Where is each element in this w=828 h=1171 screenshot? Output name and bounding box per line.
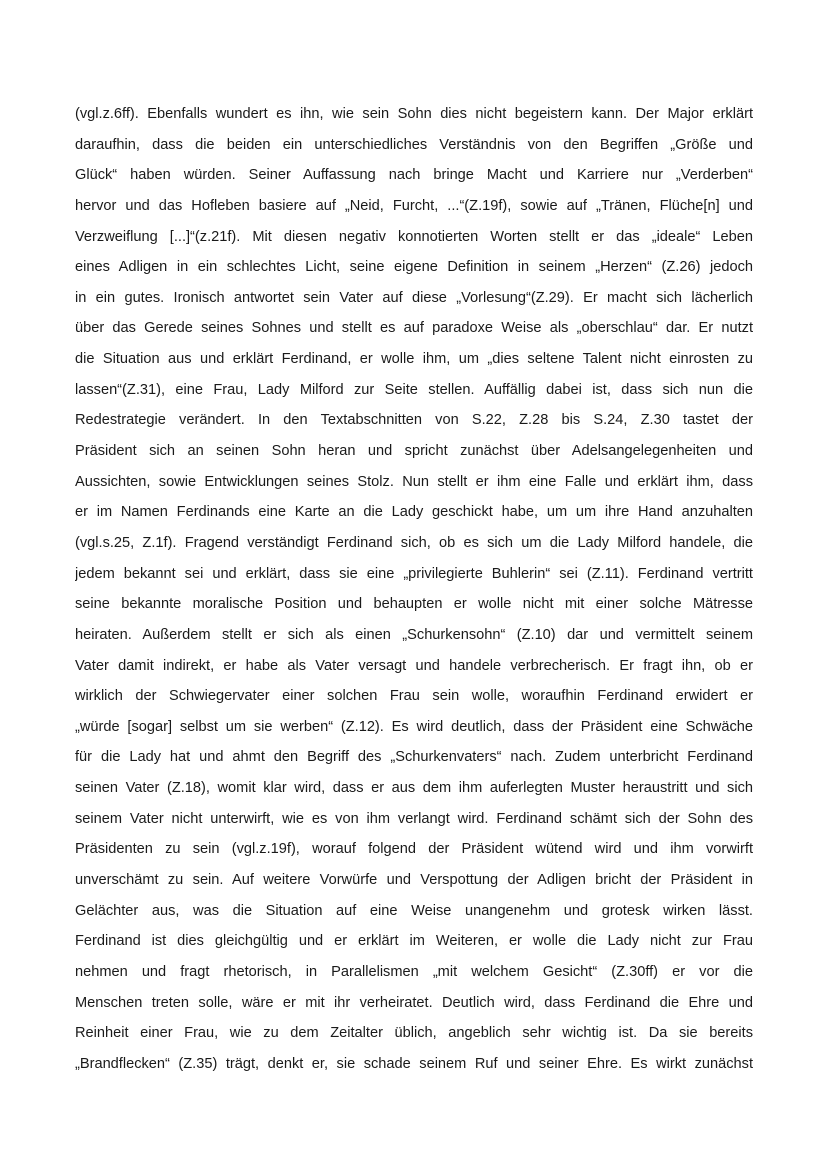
text-line: seinen Vater (Z.18), womit klar wird, dass er aus dem ihm auferlegten Muster heraustritt und sich bbox=[75, 780, 753, 797]
text-line: in ein gutes. Ironisch antwortet sein Vater auf diese „Vorlesung“(Z.29). Er macht sich lächerlich bbox=[75, 289, 753, 306]
text-line: lassen“(Z.31), eine Frau, Lady Milford zur Seite stellen. Auffällig dabei ist, dass sich nun die bbox=[75, 381, 753, 398]
text-line: seine bekannte moralische Position und behaupten er wolle nicht mit einer solche Mätresse bbox=[75, 596, 753, 613]
text-line: (vgl.s.25, Z.1f). Fragend verständigt Ferdinand sich, ob es sich um die Lady Milford handele, die bbox=[75, 534, 753, 551]
text-line: Glück“ haben würden. Seiner Auffassung nach bringe Macht und Karriere nur „Verderben“ bbox=[75, 167, 753, 184]
text-line: nehmen und fragt rhetorisch, in Parallelismen „mit welchem Gesicht“ (Z.30ff) er vor die bbox=[75, 963, 753, 980]
text-line: daraufhin, dass die beiden ein unterschiedliches Verständnis von den Begriffen „Größe und bbox=[75, 136, 753, 153]
text-line: Ferdinand ist dies gleichgültig und er erklärt im Weiteren, er wolle die Lady nicht zur Frau bbox=[75, 933, 753, 950]
text-line: Aussichten, sowie Entwicklungen seines Stolz. Nun stellt er ihm eine Falle und erklärt ihm, dass bbox=[75, 473, 753, 490]
text-line: Präsidenten zu sein (vgl.z.19f), worauf folgend der Präsident wütend wird und ihm vorwirft bbox=[75, 841, 753, 858]
text-line: Reinheit einer Frau, wie zu dem Zeitalter üblich, angeblich sehr wichtig ist. Da sie bereits bbox=[75, 1025, 753, 1042]
text-line: heiraten. Außerdem stellt er sich als einen „Schurkensohn“ (Z.10) dar und vermittelt seinem bbox=[75, 626, 753, 643]
text-line: die Situation aus und erklärt Ferdinand, er wolle ihm, um „dies seltene Talent nicht einrosten zu bbox=[75, 351, 753, 368]
text-line: Präsident sich an seinen Sohn heran und spricht zunächst über Adelsangelegenheiten und bbox=[75, 443, 753, 460]
text-line: „würde [sogar] selbst um sie werben“ (Z.12). Es wird deutlich, dass der Präsident eine Schwäche bbox=[75, 718, 753, 735]
text-line: eines Adligen in ein schlechtes Licht, seine eigene Definition in seinem „Herzen“ (Z.26) jedoch bbox=[75, 259, 753, 276]
text-line: Verzweiflung [...]“(z.21f). Mit diesen negativ konnotierten Worten stellt er das „ideale“ Leben bbox=[75, 228, 753, 245]
text-line: (vgl.z.6ff). Ebenfalls wundert es ihn, wie sein Sohn dies nicht begeistern kann. Der Major erklärt bbox=[75, 106, 753, 122]
text-line: Vater damit indirekt, er habe als Vater versagt und handele verbrecherisch. Er fragt ihn, ob er bbox=[75, 657, 753, 674]
text-line: Menschen treten solle, wäre er mit ihr verheiratet. Deutlich wird, dass Ferdinand die Ehre und bbox=[75, 994, 753, 1011]
text-line: jedem bekannt sei und erklärt, dass sie eine „privilegierte Buhlerin“ sei (Z.11). Ferdinand vertritt bbox=[75, 565, 753, 582]
text-line: für die Lady hat und ahmt den Begriff des „Schurkenvaters“ nach. Zudem unterbricht Ferdinand bbox=[75, 749, 753, 766]
text-line: hervor und das Hofleben basiere auf „Neid, Furcht, ...“(Z.19f), sowie auf „Tränen, Flüche[n] und bbox=[75, 197, 753, 214]
text-line: über das Gerede seines Sohnes und stellt es auf paradoxe Weise als „oberschlau“ dar. Er nutzt bbox=[75, 320, 753, 337]
text-line: seinem Vater nicht unterwirft, wie es von ihm verlangt wird. Ferdinand schämt sich der Sohn des bbox=[75, 810, 753, 827]
text-line: unverschämt zu sein. Auf weitere Vorwürfe und Verspottung der Adligen bricht der Präsident in bbox=[75, 872, 753, 889]
text-line: „Brandflecken“ (Z.35) trägt, denkt er, sie schade seinem Ruf und seiner Ehre. Es wirkt zunächst bbox=[75, 1055, 753, 1072]
text-line: Gelächter aus, was die Situation auf eine Weise unangenehm und grotesk wirken lässt. bbox=[75, 902, 753, 919]
body-text bbox=[75, 99, 753, 1080]
text-line: er im Namen Ferdinands eine Karte an die Lady geschickt habe, um um ihre Hand anzuhalten bbox=[75, 504, 753, 521]
text-line: wirklich der Schwiegervater einer solchen Frau sein wolle, woraufhin Ferdinand erwidert er bbox=[75, 688, 753, 705]
text-line: Redestrategie verändert. In den Textabschnitten von S.22, Z.28 bis S.24, Z.30 tastet der bbox=[75, 412, 753, 429]
